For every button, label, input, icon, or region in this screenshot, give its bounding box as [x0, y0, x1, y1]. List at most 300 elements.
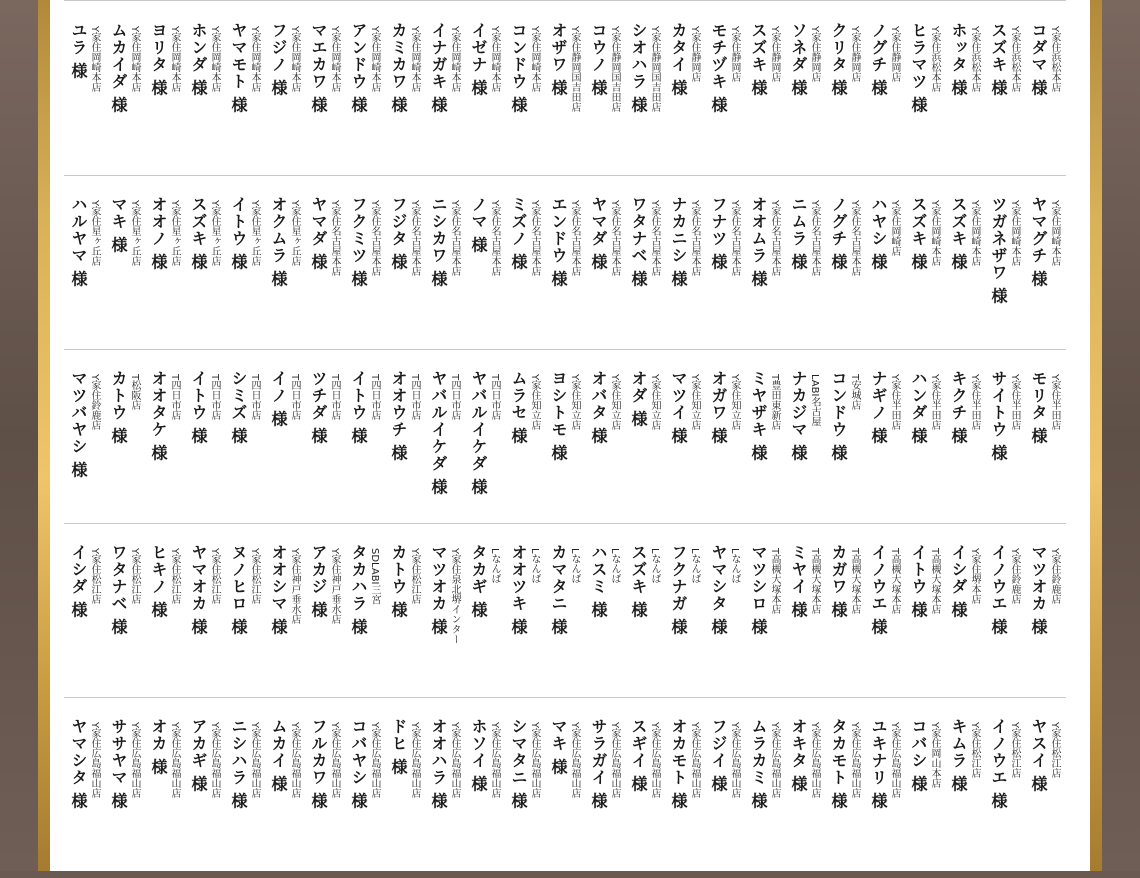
name-entry	[626, 718, 666, 878]
customer-name: タカモト 様	[829, 718, 848, 810]
name-entry	[386, 718, 426, 878]
customer-name: オオムラ 様	[749, 196, 768, 288]
name-entry	[1026, 22, 1066, 182]
store-label: Y家住泉北堺インター	[449, 548, 460, 645]
store-label: SDLABI三宮	[369, 548, 380, 605]
customer-name: キムラ 様	[949, 718, 968, 793]
name-entry	[386, 196, 426, 356]
name-entry	[426, 22, 466, 182]
name-entry	[906, 370, 946, 530]
store-label: Y家住知立店	[729, 374, 740, 431]
store-label: Y家住静岡国吉田店	[649, 26, 660, 113]
customer-name: ドヒ 様	[389, 718, 408, 776]
customer-name: オオシマ 様	[269, 544, 288, 636]
store-label: Y家住知立店	[689, 374, 700, 431]
store-label: Lなんば	[689, 548, 700, 584]
store-label: Y家住広島福山店	[489, 722, 500, 799]
customer-name: ニシハラ 様	[229, 718, 248, 810]
customer-name: フジタ 様	[389, 196, 408, 271]
store-label: Y家住神戸垂水店	[289, 548, 300, 625]
store-label: Y家住鈴鹿店	[1009, 548, 1020, 605]
customer-name: ヤマオカ 様	[189, 544, 208, 636]
customer-name: コンドウ 様	[509, 22, 528, 114]
store-label: Y家住岡崎本店	[129, 26, 140, 93]
name-entry	[826, 544, 866, 704]
store-label: Y家住知立店	[569, 374, 580, 431]
customer-name: マツオカ 様	[429, 544, 448, 636]
name-entry	[146, 544, 186, 704]
store-label: Y家住松江店	[89, 548, 100, 605]
store-label: Lなんば	[609, 548, 620, 584]
name-row-2	[66, 196, 1066, 356]
customer-name: ワタナベ 様	[109, 544, 128, 636]
store-label: T松阪店	[129, 374, 140, 411]
name-entry	[306, 196, 346, 356]
customer-name: ヤマシタ 様	[69, 718, 88, 810]
store-label: Y家住広島福山店	[569, 722, 580, 799]
store-label: T高槻大塚本店	[769, 548, 780, 615]
name-entry	[906, 196, 946, 356]
customer-name: マツバヤシ 様	[69, 370, 88, 479]
name-entry	[746, 370, 786, 530]
name-entry	[106, 22, 146, 182]
store-label: Y家住知立店	[609, 374, 620, 431]
store-label: Y家住松江店	[409, 548, 420, 605]
name-entry	[986, 22, 1026, 182]
name-entry	[226, 370, 266, 530]
customer-name: ノグチ 様	[869, 22, 888, 97]
customer-name: タカハラ 様	[349, 544, 368, 636]
name-entry	[986, 370, 1026, 530]
customer-name: ホッタ 様	[949, 22, 968, 97]
customer-name: マキ 様	[549, 718, 568, 776]
customer-name: イトウ 様	[189, 370, 208, 445]
name-entry	[466, 22, 506, 182]
name-entry	[266, 22, 306, 182]
store-label: T四日市店	[289, 374, 300, 421]
store-label: Y家住松江店	[1009, 722, 1020, 779]
name-entry	[306, 544, 346, 704]
customer-name: カガワ 様	[829, 544, 848, 619]
customer-name: アンドウ 様	[349, 22, 368, 114]
name-entry	[866, 22, 906, 182]
customer-name: ムカイ 様	[269, 718, 288, 793]
name-entry	[66, 718, 106, 878]
name-entry	[386, 22, 426, 182]
name-entry	[786, 544, 826, 704]
store-label: Y家住静岡店	[689, 26, 700, 83]
name-entry	[586, 370, 626, 530]
customer-name: イノ 様	[269, 370, 288, 428]
store-label: Y家住岡崎本店	[89, 26, 100, 93]
customer-name: シミズ 様	[229, 370, 248, 445]
customer-name: スズキ 様	[629, 544, 648, 619]
name-entry	[186, 22, 226, 182]
customer-name: オバタ 様	[589, 370, 608, 445]
customer-name: コバシ 様	[909, 718, 928, 793]
name-entry	[346, 196, 386, 356]
store-label: Y家住名古屋本店	[689, 200, 700, 277]
customer-name: カトウ 様	[389, 544, 408, 619]
name-entry	[866, 370, 906, 530]
customer-name: サイトウ 様	[989, 370, 1008, 462]
customer-name: マツオカ 様	[1029, 544, 1048, 636]
store-label: Y家住名古屋本店	[329, 200, 340, 277]
store-label: Y家住松江店	[169, 548, 180, 605]
name-entry	[946, 718, 986, 878]
customer-name: ハヤシ 様	[869, 196, 888, 271]
store-label: Y家住星ヶ丘店	[289, 200, 300, 267]
store-label: Y家住岡崎本店	[329, 26, 340, 93]
store-label: Y家住岡崎本店	[449, 26, 460, 93]
customer-name: フナツ 様	[709, 196, 728, 271]
store-label: Y家住浜松本店	[1009, 26, 1020, 93]
store-label: Y家住岡崎本店	[1009, 200, 1020, 267]
name-entry	[386, 544, 426, 704]
store-label: Y家住名古屋本店	[769, 200, 780, 277]
customer-name: コバヤシ 様	[349, 718, 368, 810]
store-label: Y家住岡崎本店	[489, 26, 500, 93]
name-entry	[946, 196, 986, 356]
customer-name: ナカジマ 様	[789, 370, 808, 462]
customer-name: カトウ 様	[109, 370, 128, 445]
left-gold-trim	[38, 0, 50, 871]
name-entry	[866, 544, 906, 704]
name-entry	[586, 196, 626, 356]
store-label: Y家住広島福山店	[449, 722, 460, 799]
name-row-4	[66, 544, 1066, 704]
name-entry	[626, 22, 666, 182]
row-divider	[64, 349, 1066, 350]
store-label: Y家住知立店	[649, 374, 660, 431]
store-label: Y家住松江店	[249, 548, 260, 605]
name-entry	[546, 22, 586, 182]
customer-name: フクナガ 様	[669, 544, 688, 636]
customer-name: ヤマダ 様	[309, 196, 328, 271]
store-label: Y家住広島福山店	[329, 722, 340, 799]
customer-name: イトウ 様	[349, 370, 368, 445]
customer-name: ヤマシタ 様	[709, 544, 728, 636]
customer-name: フジノ 様	[269, 22, 288, 97]
customer-name: ノマ 様	[469, 196, 488, 254]
customer-name: オダ 様	[629, 370, 648, 428]
customer-name: タカギ 様	[469, 544, 488, 619]
name-entry	[506, 718, 546, 878]
store-label: Y家住広島福山店	[169, 722, 180, 799]
store-label: T四日市店	[409, 374, 420, 421]
customer-name: モチヅキ 様	[709, 22, 728, 114]
store-label: T四日市店	[249, 374, 260, 421]
customer-name: スズキ 様	[909, 196, 928, 271]
customer-name: フクミツ 様	[349, 196, 368, 288]
name-entry	[106, 196, 146, 356]
customer-name: ヒキノ 様	[149, 544, 168, 619]
store-label: Y家住半田店	[889, 374, 900, 431]
name-entry	[906, 22, 946, 182]
store-label: Y家住広島福山店	[609, 722, 620, 799]
store-label: Y家住名古屋本店	[849, 200, 860, 277]
store-label: Y家住広島福山店	[209, 722, 220, 799]
customer-name: シマタニ 様	[509, 718, 528, 810]
customer-name: ムラセ 様	[509, 370, 528, 445]
name-entry	[1026, 718, 1066, 878]
store-label: Y家住広島福山店	[729, 722, 740, 799]
name-entry	[346, 718, 386, 878]
name-entry	[746, 196, 786, 356]
store-label: Y家住広島福山店	[129, 722, 140, 799]
row-divider	[64, 0, 1066, 1]
name-entry	[626, 544, 666, 704]
store-label: Y家住星ヶ丘店	[89, 200, 100, 267]
store-label: Y家住岡崎本店	[529, 26, 540, 93]
store-label: T安城店	[849, 374, 860, 411]
store-label: Y家住岡崎本店	[969, 200, 980, 267]
name-entry	[666, 22, 706, 182]
customer-name: フルカワ 様	[309, 718, 328, 810]
name-entry	[1026, 370, 1066, 530]
name-entry	[1026, 196, 1066, 356]
name-entry	[266, 196, 306, 356]
store-label: Lなんば	[649, 548, 660, 584]
store-label: Y家住静岡店	[849, 26, 860, 83]
store-label: Y家住半田店	[1049, 374, 1060, 431]
name-entry	[786, 718, 826, 878]
name-entry	[426, 196, 466, 356]
name-entry	[626, 196, 666, 356]
store-label: Y家住名古屋本店	[729, 200, 740, 277]
customer-name: ヤバルイケダ 様	[429, 370, 448, 496]
customer-name: ノグチ 様	[829, 196, 848, 271]
name-entry	[706, 196, 746, 356]
name-entry	[746, 718, 786, 878]
customer-name: ムラカミ 様	[749, 718, 768, 810]
customer-name: ツガネザワ 様	[989, 196, 1008, 305]
name-entry	[226, 196, 266, 356]
customer-name: ヤマモト 様	[229, 22, 248, 114]
store-label: T高槻大塚本店	[849, 548, 860, 615]
store-label: Y家住静岡店	[889, 26, 900, 83]
store-label: Y家住鈴鹿店	[89, 374, 100, 431]
name-entry	[266, 544, 306, 704]
customer-name: アカギ 様	[189, 718, 208, 793]
name-entry	[346, 544, 386, 704]
row-divider	[64, 523, 1066, 524]
name-entry	[666, 544, 706, 704]
store-label: Y家住浜松本店	[969, 26, 980, 93]
customer-name: オキタ 様	[789, 718, 808, 793]
customer-name: ヒラマツ 様	[909, 22, 928, 114]
customer-name: オザワ 様	[549, 22, 568, 97]
store-label: Y家住広島福山店	[849, 722, 860, 799]
customer-name: オオタケ 様	[149, 370, 168, 462]
store-label: Y家住半田店	[929, 374, 940, 431]
store-label: Y家住広島福山店	[769, 722, 780, 799]
name-entry	[306, 22, 346, 182]
right-background-border	[1102, 0, 1140, 871]
store-label: T四日市店	[449, 374, 460, 421]
customer-name: ミヤザキ 様	[749, 370, 768, 462]
name-entry	[426, 370, 466, 530]
name-row-5	[66, 718, 1066, 878]
store-label: T高槻大塚本店	[929, 548, 940, 615]
name-entry	[226, 718, 266, 878]
name-entry	[106, 718, 146, 878]
name-entry	[906, 544, 946, 704]
store-label: Y家住広島福山店	[89, 722, 100, 799]
customer-name: モリタ 様	[1029, 370, 1048, 445]
customer-name: カマタニ 様	[549, 544, 568, 636]
name-entry	[346, 370, 386, 530]
customer-name: スズキ 様	[189, 196, 208, 271]
name-entry	[786, 370, 826, 530]
name-entry	[786, 196, 826, 356]
store-label: Y家住名古屋本店	[449, 200, 460, 277]
name-entry	[426, 718, 466, 878]
store-label: T高槻大塚本店	[809, 548, 820, 615]
customer-name: スズキ 様	[989, 22, 1008, 97]
name-entry	[226, 544, 266, 704]
name-entry	[826, 718, 866, 878]
customer-name: ヨシトモ 様	[549, 370, 568, 462]
customer-name: キクチ 様	[949, 370, 968, 445]
store-label: Y家住知立店	[529, 374, 540, 431]
name-entry	[106, 544, 146, 704]
customer-name: ニシカワ 様	[429, 196, 448, 288]
customer-name: ワタナベ 様	[629, 196, 648, 288]
name-entry	[426, 544, 466, 704]
name-entry	[226, 22, 266, 182]
store-label: Y家住静岡国吉田店	[609, 26, 620, 113]
store-label: Y家住鈴鹿店	[1049, 548, 1060, 605]
customer-name: カミカワ 様	[389, 22, 408, 114]
customer-name: コンドウ 様	[829, 370, 848, 462]
name-entry	[866, 196, 906, 356]
name-entry	[306, 370, 346, 530]
name-entry	[146, 370, 186, 530]
store-label: Y家住名古屋本店	[489, 200, 500, 277]
customer-name: ハルヤマ 様	[69, 196, 88, 288]
customer-name: オガワ 様	[709, 370, 728, 445]
name-entry	[546, 544, 586, 704]
store-label: T豊田東新店	[769, 374, 780, 431]
name-entry	[586, 544, 626, 704]
name-entry	[986, 544, 1026, 704]
customer-name: ナカニシ 様	[669, 196, 688, 288]
name-entry	[506, 370, 546, 530]
name-entry	[506, 544, 546, 704]
right-gold-trim	[1090, 0, 1102, 871]
name-entry	[186, 718, 226, 878]
customer-name: ニムラ 様	[789, 196, 808, 271]
name-entry	[906, 718, 946, 878]
store-label: Y家住名古屋本店	[649, 200, 660, 277]
store-label: Y家住静岡店	[809, 26, 820, 83]
name-entry	[186, 544, 226, 704]
store-label: Y家住広島福山店	[289, 722, 300, 799]
customer-name: ヌノヒロ 様	[229, 544, 248, 636]
name-entry	[666, 370, 706, 530]
customer-name: ヤマグチ 様	[1029, 196, 1048, 288]
store-label: Y家住広島福山店	[409, 722, 420, 799]
name-entry	[146, 22, 186, 182]
customer-name: ホソイ 様	[469, 718, 488, 793]
store-label: Y家住岡崎本店	[409, 26, 420, 93]
customer-name: ソネダ 様	[789, 22, 808, 97]
customer-name: イトウ 様	[229, 196, 248, 271]
row-divider	[64, 697, 1066, 698]
name-entry	[466, 196, 506, 356]
store-label: Y家住松江店	[129, 548, 140, 605]
customer-name: ムカイダ 様	[109, 22, 128, 114]
customer-name: イゼナ 様	[469, 22, 488, 97]
store-label: Y家住広島福山店	[809, 722, 820, 799]
store-label: Y家住松江店	[209, 548, 220, 605]
store-label: Y家住静岡店	[769, 26, 780, 83]
name-entry	[586, 22, 626, 182]
name-entry	[826, 370, 866, 530]
store-label: Y家住岡崎本店	[1049, 200, 1060, 267]
customer-name: オオノ 様	[149, 196, 168, 271]
customer-name: コウノ 様	[589, 22, 608, 97]
customer-name: カタイ 様	[669, 22, 688, 97]
name-entry	[506, 196, 546, 356]
name-entry	[706, 544, 746, 704]
customer-name: スギイ 様	[629, 718, 648, 793]
store-label: Y家住岡山本店	[929, 722, 940, 789]
store-label: Y家住岡崎本店	[169, 26, 180, 93]
store-label: Y家住浜松本店	[929, 26, 940, 93]
store-label: Y家住広島福山店	[529, 722, 540, 799]
store-label: Y家住岡崎店	[889, 200, 900, 257]
store-label: Y家住岡崎本店	[289, 26, 300, 93]
name-entry	[146, 196, 186, 356]
customer-name: ササヤマ 様	[109, 718, 128, 810]
store-label: Y家住静岡国吉田店	[569, 26, 580, 113]
store-label: Y家住星ヶ丘店	[249, 200, 260, 267]
store-label: Y家住広島福山店	[249, 722, 260, 799]
name-entry	[946, 22, 986, 182]
customer-name: マエカワ 様	[309, 22, 328, 114]
customer-name: サラガイ 様	[589, 718, 608, 810]
name-entry	[826, 196, 866, 356]
name-entry	[66, 544, 106, 704]
name-entry	[106, 370, 146, 530]
store-label: Y家住名古屋本店	[569, 200, 580, 277]
name-entry	[706, 718, 746, 878]
name-entry	[946, 544, 986, 704]
customer-name: ヨリタ 様	[149, 22, 168, 97]
name-entry	[826, 22, 866, 182]
customer-name: ハスミ 様	[589, 544, 608, 619]
store-label: Y家住広島福山店	[369, 722, 380, 799]
name-entry	[466, 544, 506, 704]
customer-name: クリタ 様	[829, 22, 848, 97]
customer-name: アカジ 様	[309, 544, 328, 619]
customer-name: オオウチ 様	[389, 370, 408, 462]
customer-name: オオツキ 様	[509, 544, 528, 636]
store-label: Y家住広島福山店	[649, 722, 660, 799]
customer-name: ツチダ 様	[309, 370, 328, 445]
name-entry	[746, 544, 786, 704]
store-label: Lなんば	[489, 548, 500, 584]
name-entry	[986, 196, 1026, 356]
name-entry	[306, 718, 346, 878]
store-label: Y家住神戸垂水店	[329, 548, 340, 625]
customer-name: ユキナリ 様	[869, 718, 888, 810]
customer-name: ヤバルイケダ 様	[469, 370, 488, 496]
store-label: Y家住堺本店	[969, 548, 980, 605]
name-entry	[706, 22, 746, 182]
